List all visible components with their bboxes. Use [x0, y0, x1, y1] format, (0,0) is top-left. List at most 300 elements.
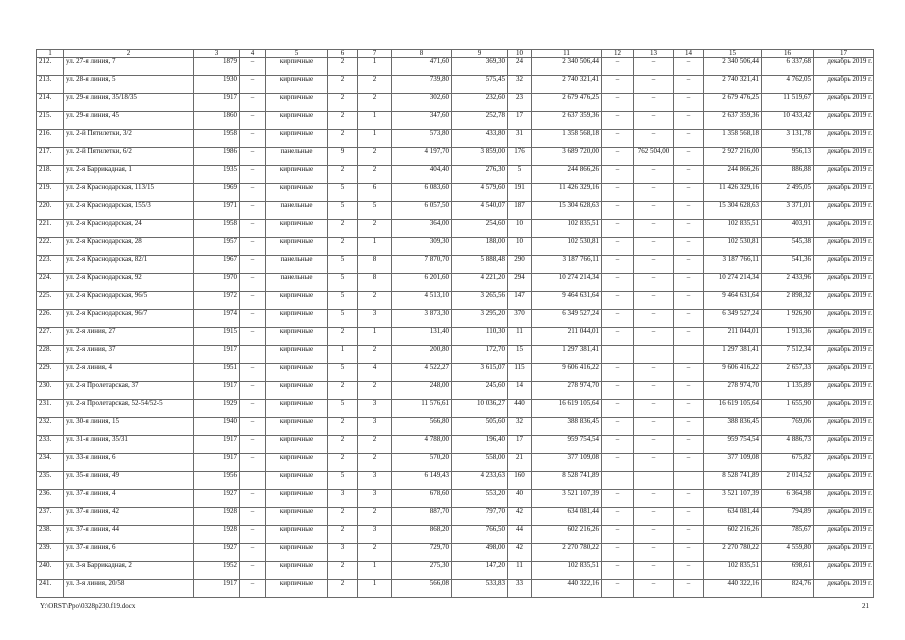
cell-col-14: –	[674, 292, 704, 310]
cell-col-4: –	[240, 94, 266, 112]
cell-residents: 11	[508, 328, 532, 346]
cell-address: ул. 29-я линия, 35/18/35	[64, 94, 194, 112]
cell-total-area: 570,20	[392, 454, 452, 472]
cell-col-13: –	[634, 256, 674, 274]
cell-floors: 2	[328, 562, 358, 580]
cell-total-cost: 3 521 107,39	[532, 490, 602, 508]
cell-entrances: 2	[358, 220, 392, 238]
cell-row-number: 223.	[37, 256, 64, 274]
cell-cost-per-sqm: 1 135,89	[762, 382, 814, 400]
cell-col-4: –	[240, 256, 266, 274]
housing-register-table-sheet	[36, 49, 873, 598]
cell-address: ул. 2-я Краснодарская, 82/1	[64, 256, 194, 274]
cell-deadline: декабрь 2019 г.	[814, 94, 874, 112]
cell-wall-material: кирпичные	[266, 310, 328, 328]
cell-row-number: 216.	[37, 130, 64, 148]
cell-total-cost: 440 322,16	[532, 580, 602, 598]
cell-residents: 23	[508, 94, 532, 112]
cell-entrances: 1	[358, 130, 392, 148]
cell-living-area: 3 295,20	[452, 310, 508, 328]
cell-wall-material: панельные	[266, 202, 328, 220]
cell-col-4: –	[240, 544, 266, 562]
cell-floors: 5	[328, 472, 358, 490]
cell-year-built: 1917	[194, 94, 240, 112]
cell-entrances: 2	[358, 544, 392, 562]
cell-address: ул. 2-я Краснодарская, 96/5	[64, 292, 194, 310]
cell-total-cost: 11 426 329,16	[532, 184, 602, 202]
cell-col-4	[240, 472, 266, 490]
cell-col-13: –	[634, 274, 674, 292]
cell-total-area: 11 576,61	[392, 400, 452, 418]
cell-col-4: –	[240, 454, 266, 472]
cell-col-14: –	[674, 400, 704, 418]
cell-total-cost: 2 340 506,44	[532, 58, 602, 76]
cell-col-4: –	[240, 220, 266, 238]
table-row	[37, 526, 874, 544]
cell-total-area: 7 870,70	[392, 256, 452, 274]
table-row	[37, 130, 874, 148]
cell-col-13: –	[634, 292, 674, 310]
cell-total-cost: 388 836,45	[532, 418, 602, 436]
cell-address: ул. 2-я линия, 37	[64, 346, 194, 364]
cell-wall-material: кирпичные	[266, 454, 328, 472]
cell-net-cost: 1 358 568,18	[704, 130, 762, 148]
table-row	[37, 202, 874, 220]
column-number-cell: 9	[452, 50, 508, 58]
column-number-cell: 8	[392, 50, 452, 58]
cell-col-14: –	[674, 148, 704, 166]
cell-residents: 32	[508, 76, 532, 94]
cell-net-cost: 2 927 216,00	[704, 148, 762, 166]
cell-cost-per-sqm: 7 512,34	[762, 346, 814, 364]
cell-year-built: 1952	[194, 562, 240, 580]
cell-col-12: –	[602, 454, 634, 472]
table-row	[37, 310, 874, 328]
cell-total-cost: 2 740 321,41	[532, 76, 602, 94]
cell-row-number: 241.	[37, 580, 64, 598]
cell-cost-per-sqm: 545,38	[762, 238, 814, 256]
table-row	[37, 274, 874, 292]
column-number-cell: 4	[240, 50, 266, 58]
cell-entrances: 1	[358, 238, 392, 256]
cell-year-built: 1928	[194, 526, 240, 544]
cell-entrances: 3	[358, 526, 392, 544]
cell-col-12: –	[602, 562, 634, 580]
cell-net-cost: 102 530,81	[704, 238, 762, 256]
cell-col-12: –	[602, 76, 634, 94]
cell-row-number: 233.	[37, 436, 64, 454]
cell-living-area: 433,80	[452, 130, 508, 148]
cell-col-14: –	[674, 112, 704, 130]
cell-total-area: 573,80	[392, 130, 452, 148]
cell-wall-material: кирпичные	[266, 400, 328, 418]
column-number-cell: 16	[762, 50, 814, 58]
cell-col-12: –	[602, 148, 634, 166]
table-row	[37, 292, 874, 310]
cell-address: ул. 2-я линия, 27	[64, 328, 194, 346]
cell-col-4: –	[240, 562, 266, 580]
cell-cost-per-sqm: 794,89	[762, 508, 814, 526]
cell-cost-per-sqm: 2 898,32	[762, 292, 814, 310]
cell-residents: 32	[508, 418, 532, 436]
cell-col-13: –	[634, 202, 674, 220]
table-row	[37, 562, 874, 580]
cell-col-12: –	[602, 544, 634, 562]
column-number-cell: 3	[194, 50, 240, 58]
cell-wall-material: кирпичные	[266, 508, 328, 526]
cell-deadline: декабрь 2019 г.	[814, 328, 874, 346]
cell-living-area: 172,70	[452, 346, 508, 364]
cell-total-area: 4 788,00	[392, 436, 452, 454]
cell-address: ул. 2-я Краснодарская, 96/7	[64, 310, 194, 328]
cell-col-12: –	[602, 274, 634, 292]
cell-living-area: 505,60	[452, 418, 508, 436]
cell-year-built: 1927	[194, 544, 240, 562]
cell-floors: 2	[328, 76, 358, 94]
cell-address: ул. 37-я линия, 42	[64, 508, 194, 526]
cell-col-12: –	[602, 58, 634, 76]
cell-entrances: 3	[358, 490, 392, 508]
cell-col-14: –	[674, 184, 704, 202]
cell-total-cost: 2 679 476,25	[532, 94, 602, 112]
cell-entrances: 8	[358, 274, 392, 292]
cell-col-13: –	[634, 508, 674, 526]
cell-year-built: 1967	[194, 256, 240, 274]
cell-floors: 9	[328, 148, 358, 166]
cell-residents: 440	[508, 400, 532, 418]
cell-wall-material: кирпичные	[266, 382, 328, 400]
cell-year-built: 1917	[194, 382, 240, 400]
cell-residents: 33	[508, 580, 532, 598]
cell-entrances: 8	[358, 256, 392, 274]
cell-col-14: –	[674, 166, 704, 184]
cell-total-area: 868,20	[392, 526, 452, 544]
cell-net-cost: 9 606 416,22	[704, 364, 762, 382]
cell-total-cost: 8 528 741,89	[532, 472, 602, 490]
table-row	[37, 148, 874, 166]
cell-living-area: 575,45	[452, 76, 508, 94]
cell-floors: 2	[328, 130, 358, 148]
table-row	[37, 364, 874, 382]
table-row	[37, 508, 874, 526]
column-number-cell: 13	[634, 50, 674, 58]
cell-col-4: –	[240, 58, 266, 76]
table-row	[37, 382, 874, 400]
cell-address: ул. 37-я линия, 4	[64, 490, 194, 508]
cell-col-12: –	[602, 220, 634, 238]
cell-floors: 2	[328, 580, 358, 598]
cell-net-cost: 1 297 381,41	[704, 346, 762, 364]
cell-year-built: 1917	[194, 580, 240, 598]
cell-floors: 2	[328, 94, 358, 112]
cell-col-4: –	[240, 310, 266, 328]
cell-col-13: –	[634, 166, 674, 184]
cell-total-cost: 244 866,26	[532, 166, 602, 184]
cell-row-number: 226.	[37, 310, 64, 328]
cell-wall-material: панельные	[266, 148, 328, 166]
cell-floors: 5	[328, 256, 358, 274]
cell-address: ул. 37-я линия, 44	[64, 526, 194, 544]
cell-entrances: 1	[358, 58, 392, 76]
cell-col-13	[634, 346, 674, 364]
cell-net-cost: 102 835,51	[704, 562, 762, 580]
cell-address: ул. 2-я Баррикадная, 1	[64, 166, 194, 184]
cell-entrances: 3	[358, 418, 392, 436]
cell-wall-material: кирпичные	[266, 580, 328, 598]
cell-address: ул. 27-я линия, 7	[64, 58, 194, 76]
cell-col-13: –	[634, 382, 674, 400]
cell-entrances: 2	[358, 346, 392, 364]
cell-entrances: 1	[358, 112, 392, 130]
cell-col-12: –	[602, 526, 634, 544]
cell-address: ул. 30-я линия, 15	[64, 418, 194, 436]
cell-residents: 14	[508, 382, 532, 400]
cell-wall-material: кирпичные	[266, 130, 328, 148]
cell-deadline: декабрь 2019 г.	[814, 220, 874, 238]
cell-floors: 2	[328, 112, 358, 130]
cell-col-4: –	[240, 76, 266, 94]
cell-total-area: 6 057,50	[392, 202, 452, 220]
page-number: 21	[862, 602, 869, 610]
cell-total-area: 678,60	[392, 490, 452, 508]
housing-register-table	[36, 49, 874, 598]
table-row	[37, 76, 874, 94]
cell-total-area: 4 513,10	[392, 292, 452, 310]
cell-col-13	[634, 472, 674, 490]
cell-col-12: –	[602, 508, 634, 526]
cell-floors: 2	[328, 436, 358, 454]
cell-living-area: 553,20	[452, 490, 508, 508]
table-row	[37, 166, 874, 184]
cell-year-built: 1958	[194, 220, 240, 238]
cell-col-13: –	[634, 310, 674, 328]
cell-cost-per-sqm: 403,91	[762, 220, 814, 238]
table-row	[37, 328, 874, 346]
cell-floors: 5	[328, 310, 358, 328]
cell-floors: 2	[328, 508, 358, 526]
cell-living-area: 369,30	[452, 58, 508, 76]
cell-deadline: декабрь 2019 г.	[814, 76, 874, 94]
cell-col-14: –	[674, 382, 704, 400]
cell-col-13: –	[634, 220, 674, 238]
cell-net-cost: 211 044,01	[704, 328, 762, 346]
table-row	[37, 58, 874, 76]
cell-entrances: 2	[358, 436, 392, 454]
cell-wall-material: кирпичные	[266, 220, 328, 238]
cell-residents: 17	[508, 436, 532, 454]
cell-net-cost: 244 866,26	[704, 166, 762, 184]
cell-col-14: –	[674, 526, 704, 544]
cell-col-14: –	[674, 436, 704, 454]
cell-net-cost: 602 216,26	[704, 526, 762, 544]
cell-year-built: 1986	[194, 148, 240, 166]
cell-deadline: декабрь 2019 г.	[814, 346, 874, 364]
cell-total-cost: 16 619 105,64	[532, 400, 602, 418]
cell-residents: 10	[508, 238, 532, 256]
cell-net-cost: 9 464 631,64	[704, 292, 762, 310]
cell-col-14: –	[674, 94, 704, 112]
cell-wall-material: кирпичные	[266, 418, 328, 436]
cell-entrances: 3	[358, 310, 392, 328]
cell-floors: 5	[328, 364, 358, 382]
table-row	[37, 112, 874, 130]
cell-wall-material: кирпичные	[266, 490, 328, 508]
cell-cost-per-sqm: 824,76	[762, 580, 814, 598]
cell-year-built: 1940	[194, 418, 240, 436]
cell-col-14: –	[674, 220, 704, 238]
cell-living-area: 254,60	[452, 220, 508, 238]
cell-deadline: декабрь 2019 г.	[814, 202, 874, 220]
cell-living-area: 498,00	[452, 544, 508, 562]
table-row	[37, 256, 874, 274]
cell-row-number: 214.	[37, 94, 64, 112]
cell-total-cost: 10 274 214,34	[532, 274, 602, 292]
cell-residents: 176	[508, 148, 532, 166]
cell-total-area: 6 149,43	[392, 472, 452, 490]
cell-year-built: 1972	[194, 292, 240, 310]
cell-residents: 5	[508, 166, 532, 184]
cell-net-cost: 15 304 628,63	[704, 202, 762, 220]
cell-col-12: –	[602, 490, 634, 508]
cell-living-area: 558,00	[452, 454, 508, 472]
cell-wall-material: кирпичные	[266, 472, 328, 490]
cell-cost-per-sqm: 3 131,78	[762, 130, 814, 148]
cell-cost-per-sqm: 4 762,05	[762, 76, 814, 94]
cell-cost-per-sqm: 3 371,01	[762, 202, 814, 220]
table-row	[37, 544, 874, 562]
cell-total-area: 3 873,30	[392, 310, 452, 328]
column-number-cell: 14	[674, 50, 704, 58]
cell-cost-per-sqm: 11 519,67	[762, 94, 814, 112]
cell-cost-per-sqm: 785,67	[762, 526, 814, 544]
cell-residents: 191	[508, 184, 532, 202]
cell-col-12: –	[602, 112, 634, 130]
cell-row-number: 240.	[37, 562, 64, 580]
cell-cost-per-sqm: 1 926,90	[762, 310, 814, 328]
cell-year-built: 1917	[194, 436, 240, 454]
table-row	[37, 184, 874, 202]
cell-wall-material: кирпичные	[266, 184, 328, 202]
table-row	[37, 418, 874, 436]
cell-net-cost: 2 679 476,25	[704, 94, 762, 112]
cell-row-number: 227.	[37, 328, 64, 346]
cell-residents: 42	[508, 508, 532, 526]
cell-col-14	[674, 346, 704, 364]
cell-total-cost: 278 974,70	[532, 382, 602, 400]
cell-floors: 2	[328, 526, 358, 544]
cell-col-4: –	[240, 130, 266, 148]
cell-col-4: –	[240, 292, 266, 310]
cell-col-12: –	[602, 256, 634, 274]
cell-entrances: 1	[358, 562, 392, 580]
cell-address: ул. 2-й Пятилетки, 6/2	[64, 148, 194, 166]
cell-col-4: –	[240, 490, 266, 508]
cell-living-area: 276,30	[452, 166, 508, 184]
cell-year-built: 1969	[194, 184, 240, 202]
cell-total-cost: 3 187 766,11	[532, 256, 602, 274]
cell-year-built: 1958	[194, 130, 240, 148]
cell-address: ул. 3-я Баррикадная, 2	[64, 562, 194, 580]
cell-wall-material: кирпичные	[266, 94, 328, 112]
cell-address: ул. 2-я Краснодарская, 24	[64, 220, 194, 238]
cell-col-13: –	[634, 418, 674, 436]
cell-wall-material: кирпичные	[266, 328, 328, 346]
cell-col-12: –	[602, 238, 634, 256]
cell-col-4: –	[240, 400, 266, 418]
cell-floors: 1	[328, 346, 358, 364]
cell-living-area: 4 579,60	[452, 184, 508, 202]
cell-cost-per-sqm: 10 433,42	[762, 112, 814, 130]
cell-total-cost: 211 044,01	[532, 328, 602, 346]
cell-col-12: –	[602, 130, 634, 148]
cell-deadline: декабрь 2019 г.	[814, 364, 874, 382]
cell-residents: 17	[508, 112, 532, 130]
cell-total-area: 6 083,60	[392, 184, 452, 202]
cell-row-number: 225.	[37, 292, 64, 310]
cell-row-number: 230.	[37, 382, 64, 400]
cell-entrances: 2	[358, 454, 392, 472]
cell-residents: 44	[508, 526, 532, 544]
cell-col-4: –	[240, 148, 266, 166]
cell-cost-per-sqm: 769,06	[762, 418, 814, 436]
cell-col-14: –	[674, 76, 704, 94]
cell-row-number: 239.	[37, 544, 64, 562]
column-number-cell: 12	[602, 50, 634, 58]
cell-total-area: 275,30	[392, 562, 452, 580]
cell-year-built: 1951	[194, 364, 240, 382]
cell-col-13: –	[634, 184, 674, 202]
cell-col-14: –	[674, 310, 704, 328]
cell-living-area: 3 265,56	[452, 292, 508, 310]
cell-total-cost: 634 081,44	[532, 508, 602, 526]
cell-row-number: 213.	[37, 76, 64, 94]
cell-col-12: –	[602, 364, 634, 382]
cell-row-number: 217.	[37, 148, 64, 166]
cell-col-12: –	[602, 310, 634, 328]
cell-col-4: –	[240, 328, 266, 346]
cell-year-built: 1929	[194, 400, 240, 418]
cell-col-12: –	[602, 184, 634, 202]
cell-col-13: –	[634, 400, 674, 418]
cell-col-4: –	[240, 166, 266, 184]
cell-residents: 290	[508, 256, 532, 274]
cell-net-cost: 3 187 766,11	[704, 256, 762, 274]
cell-col-13: –	[634, 526, 674, 544]
cell-col-13: –	[634, 238, 674, 256]
cell-deadline: декабрь 2019 г.	[814, 526, 874, 544]
cell-cost-per-sqm: 2 433,96	[762, 274, 814, 292]
cell-total-area: 566,08	[392, 580, 452, 598]
column-number-cell: 2	[64, 50, 194, 58]
cell-address: ул. 2-я Краснодарская, 155/3	[64, 202, 194, 220]
cell-col-13: –	[634, 130, 674, 148]
column-number-cell: 11	[532, 50, 602, 58]
cell-year-built: 1957	[194, 238, 240, 256]
cell-residents: 370	[508, 310, 532, 328]
cell-total-area: 566,80	[392, 418, 452, 436]
cell-deadline: декабрь 2019 г.	[814, 544, 874, 562]
cell-total-area: 131,40	[392, 328, 452, 346]
cell-col-14: –	[674, 256, 704, 274]
cell-row-number: 231.	[37, 400, 64, 418]
cell-wall-material: панельные	[266, 256, 328, 274]
cell-row-number: 234.	[37, 454, 64, 472]
cell-col-14: –	[674, 130, 704, 148]
cell-col-13: –	[634, 562, 674, 580]
cell-wall-material: панельные	[266, 274, 328, 292]
cell-cost-per-sqm: 4 559,80	[762, 544, 814, 562]
cell-year-built: 1917	[194, 346, 240, 364]
